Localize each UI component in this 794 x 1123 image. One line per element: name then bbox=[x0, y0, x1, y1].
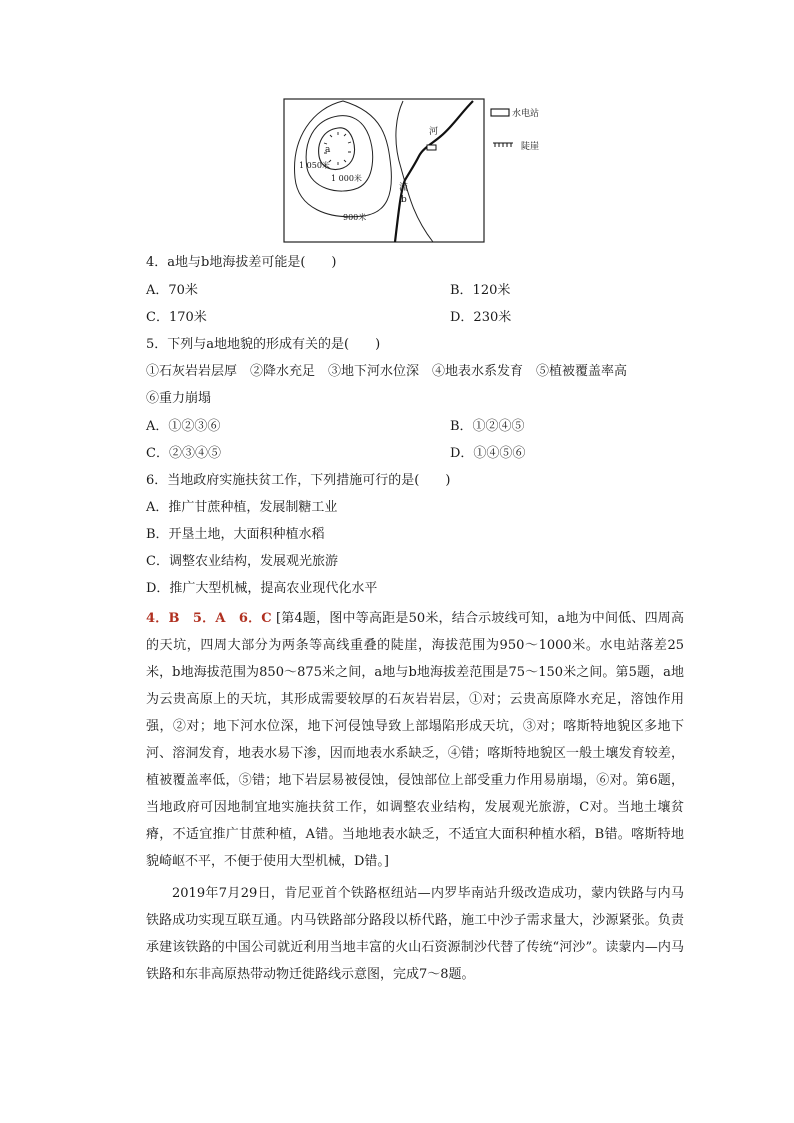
legend-cliff-icon bbox=[493, 143, 513, 147]
q5-option-a: A．①②③⑥ bbox=[146, 419, 221, 434]
q5-items-line2: ⑥重力崩塌 bbox=[146, 391, 212, 406]
q6-option-d: D．推广大型机械，提高农业现代化水平 bbox=[146, 581, 378, 596]
q6-option-a: A．推广甘蔗种植，发展制糖工业 bbox=[146, 500, 338, 515]
contour-900 bbox=[295, 101, 392, 217]
legend-cliff-label: 陡崖 bbox=[521, 142, 540, 152]
legend-station-label: 水电站 bbox=[512, 109, 540, 119]
q6-stem: 6．当地政府实施扶贫工作，下列措施可行的是( ) bbox=[146, 473, 451, 488]
q4-option-d: D．230米 bbox=[450, 310, 512, 325]
q4-option-c: C．170米 bbox=[146, 310, 207, 325]
contour-valley bbox=[396, 101, 433, 242]
passage-q7-8: 2019年7月29日，肯尼亚首个铁路枢纽站—内罗毕南站升级改造成功，蒙内铁路与内马铁路成功实现互联互通。内马铁路部分路段以桥代路，施工中沙子需求量大，沙源紧张。负责承建该铁路的中国公司就近利用当地丰富的火山石资源制沙代替了传统“河沙”。读蒙内—内马铁路和东非高原热带动物迁徙路线示意图，完成7～8题。 bbox=[146, 886, 684, 982]
label-contour-1000: 1 000米 bbox=[331, 174, 362, 183]
q6-option-c: C．调整农业结构，发展观光旅游 bbox=[146, 554, 338, 569]
label-river-2: 流 bbox=[399, 183, 409, 193]
q5-items-line1: ①石灰岩岩层厚 ②降水充足 ③地下河水位深 ④地表水系发育 ⑤植被覆盖率高 bbox=[146, 364, 628, 379]
q5-option-b: B．①②④⑤ bbox=[450, 419, 525, 434]
topographic-map bbox=[283, 98, 563, 248]
label-contour-900: 900米 bbox=[343, 213, 367, 222]
legend-station-icon bbox=[491, 109, 509, 116]
answer-explanation bbox=[146, 605, 684, 875]
label-a: a bbox=[325, 145, 331, 155]
answer-key: 4．B 5．A 6．C bbox=[146, 611, 272, 626]
q6-option-b: B．开垦土地，大面积种植水稻 bbox=[146, 527, 325, 542]
q4-option-a: A．70米 bbox=[146, 283, 198, 298]
q4-stem: 4．a地与b地海拔差可能是( ) bbox=[146, 255, 337, 270]
river bbox=[395, 101, 473, 242]
q4-option-b: B．120米 bbox=[450, 283, 511, 298]
hydro-station-marker bbox=[427, 145, 436, 150]
q5-option-c: C．②③④⑤ bbox=[146, 446, 221, 461]
q5-stem: 5．下列与a地地貌的形成有关的是( ) bbox=[146, 337, 381, 352]
q5-option-d: D．①④⑤⑥ bbox=[450, 446, 526, 461]
label-river-1: 河 bbox=[429, 127, 439, 137]
answer-explanation-text: [第4题，图中等高距是50米，结合示坡线可知，a地为中间低、四周高的天坑，四周大部分为两条等高线重叠的陡崖，海拔范围为950～1000米。水电站落差25米，b地海拔范围为850～875米之间，a地与b地海拔差范围是75～150米之间。第5题，a地为云贵高原上的天坑，其形成需要较厚的石灰岩岩层，①对；云贵高原降水充足，溶蚀作用强，②对；地下河水位深，地下河侵蚀导致上部塌陷形成天坑，③对；喀斯特地貌区多地下河、溶洞发育，地表水易下渗，因而地表水系缺乏，④错；喀斯特地貌区一般土壤发育较差，植被覆盖率低，⑤错；地下岩层易被侵蚀，侵蚀部位上部受重力作用易崩塌，⑥对。第6题，当地政府可因地制宜地实施扶贫工作，如调整农业结构，发展观光旅游，C对。当地土壤贫瘠，不适宜推广甘蔗种植，A错。当地地表水缺乏，不适宜大面积种植水稻，B错。喀斯特地貌崎岖不平，不便于使用大型机械，D错。] bbox=[146, 611, 684, 869]
map-frame bbox=[284, 99, 484, 242]
label-contour-1050: 1 050米 bbox=[299, 161, 330, 170]
label-b: b bbox=[401, 195, 407, 205]
